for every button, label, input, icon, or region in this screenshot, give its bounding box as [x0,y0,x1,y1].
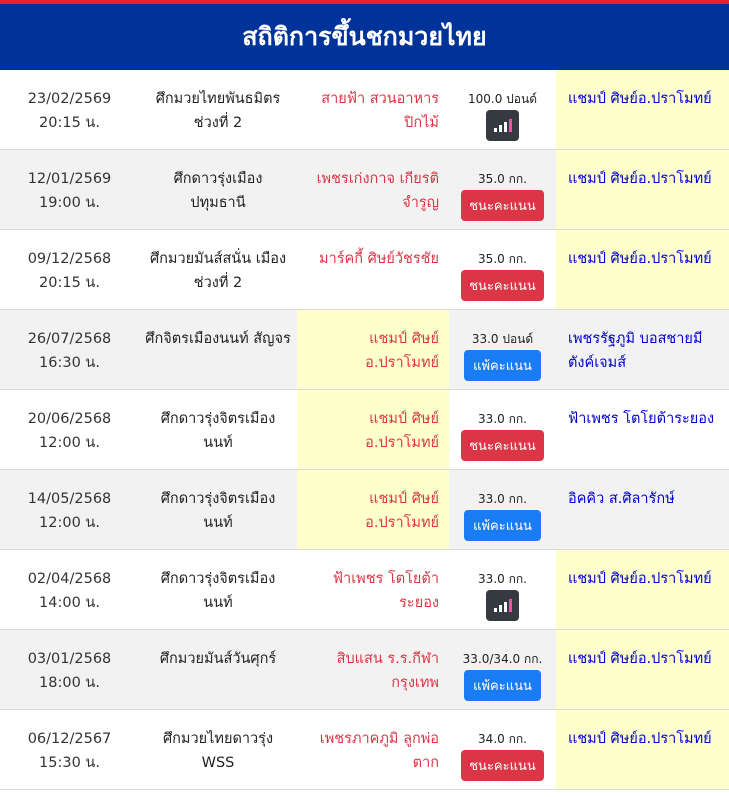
fight-time: 12:00 น. [39,435,100,451]
bar-chart-icon [494,119,512,132]
red-corner-fighter[interactable]: เพชรเก่งกาจ เกียรติจำรูญ [316,171,439,211]
red-corner-fighter[interactable]: เพชรภาคภูมิ ลูกพ่อตาก [319,731,439,771]
red-corner-fighter[interactable]: แชมป์ ศิษย์อ.ปราโมทย์ [297,390,449,469]
fight-result-cell [449,150,556,229]
fight-row [0,70,729,150]
fight-row [0,310,729,390]
fight-date: 03/01/2568 [27,651,112,667]
fight-time: 20:15 น. [39,275,100,291]
weight-class: 33.0 กก. [478,412,527,426]
blue-corner-fighter[interactable]: แชมป์ ศิษย์อ.ปราโมทย์ [556,550,729,629]
page-header [0,4,729,70]
blue-corner-fighter[interactable]: แชมป์ ศิษย์อ.ปราโมทย์ [556,70,729,149]
event-name: ศึกมวยไทยพันธมิตร ช่วงที่ 2 [155,91,281,131]
weight-class: 35.0 กก. [478,172,527,186]
event-name: ศึกดาวรุ่งจิตรเมือง นนท์ [160,411,276,451]
fight-time: 14:00 น. [39,595,100,611]
fight-row [0,470,729,550]
weight-class: 33.0 กก. [478,572,527,586]
fight-time: 20:15 น. [39,115,100,131]
weight-class: 100.0 ปอนด์ [468,92,537,106]
fight-result-cell [449,710,556,789]
fight-row [0,150,729,230]
blue-corner-fighter[interactable]: แชมป์ ศิษย์อ.ปราโมทย์ [556,230,729,309]
event-name: ศึกมวยมันส์วันศุกร์ [159,651,277,667]
fight-datetime [0,310,139,389]
blue-corner-fighter[interactable]: แชมป์ ศิษย์อ.ปราโมทย์ [556,630,729,709]
fight-time: 15:30 น. [39,755,100,771]
fight-record-table [0,70,729,790]
red-corner-fighter[interactable]: แชมป์ ศิษย์อ.ปราโมทย์ [297,470,449,549]
blue-corner-fighter[interactable]: แชมป์ ศิษย์อ.ปราโมทย์ [556,150,729,229]
result-badge-win[interactable]: ชนะคะแนน [461,750,544,781]
fight-result-cell [449,230,556,309]
fight-datetime [0,470,139,549]
weight-class: 33.0 กก. [478,492,527,506]
event-name: ศึกดาวรุ่งเมือง ปทุมธานี [173,171,263,211]
fight-date: 09/12/2568 [27,251,112,267]
result-badge-win[interactable]: ชนะคะแนน [461,190,544,221]
weight-class: 33.0 ปอนด์ [471,332,534,346]
red-corner-fighter[interactable]: แชมป์ ศิษย์อ.ปราโมทย์ [297,310,449,389]
result-badge-win[interactable]: ชนะคะแนน [461,430,544,461]
weight-class: 34.0 กก. [478,732,527,746]
fight-date: 20/06/2568 [27,411,112,427]
fight-datetime [0,70,139,149]
fight-date: 23/02/2569 [27,91,112,107]
fight-result-cell [449,550,556,629]
blue-corner-fighter[interactable]: ฟ้าเพชร โตโยต้าระยอง [568,411,715,427]
event-name: ศึกมวยมันส์สนั่น เมือง ช่วงที่ 2 [149,251,287,291]
red-corner-fighter[interactable]: มาร์คกี้ ศิษย์วัชรชัย [319,251,439,267]
fight-time: 18:00 น. [39,675,100,691]
red-corner-fighter[interactable]: ฟ้าเพชร โตโยต้าระยอง [332,571,439,611]
fight-stats-button[interactable] [486,590,519,621]
red-corner-fighter[interactable]: สิบแสน ร.ร.กีฬากรุงเทพ [336,651,439,691]
result-badge-lose[interactable]: แพ้คะแนน [464,670,541,701]
fight-row [0,550,729,630]
fight-row [0,390,729,470]
weight-class: 33.0/34.0 กก. [462,652,543,666]
event-name: ศึกดาวรุ่งจิตรเมือง นนท์ [160,491,276,531]
fight-date: 26/07/2568 [27,331,112,347]
fight-date: 02/04/2568 [27,571,112,587]
red-corner-fighter[interactable]: สายฟ้า สวนอาหารปิกไม้ [321,91,439,131]
fight-time: 12:00 น. [39,515,100,531]
fight-datetime [0,150,139,229]
weight-class: 35.0 กก. [478,252,527,266]
fight-datetime [0,230,139,309]
fight-result-cell [449,390,556,469]
result-badge-win[interactable]: ชนะคะแนน [461,270,544,301]
fight-datetime [0,630,139,709]
bar-chart-icon [494,599,512,612]
result-badge-lose[interactable]: แพ้คะแนน [464,510,541,541]
event-name: ศึกดาวรุ่งจิตรเมือง นนท์ [160,571,276,611]
fight-result-cell [449,70,556,149]
result-badge-lose[interactable]: แพ้คะแนน [464,350,541,381]
fight-datetime [0,550,139,629]
page-title: สถิติการขึ้นชกมวยไทย [242,22,487,51]
blue-corner-fighter[interactable]: เพชรรัฐภูมิ บอสชายมีตังค์เจมส์ [568,331,703,371]
event-name: ศึกมวยไทยดาวรุ่ง WSS [162,731,274,771]
fight-date: 06/12/2567 [27,731,112,747]
fight-datetime [0,710,139,789]
fight-row [0,710,729,790]
fight-result-cell [449,470,556,549]
fight-datetime [0,390,139,469]
fight-stats-button[interactable] [486,110,519,141]
fight-time: 16:30 น. [39,355,100,371]
fight-time: 19:00 น. [39,195,100,211]
fight-date: 12/01/2569 [27,171,112,187]
blue-corner-fighter[interactable]: แชมป์ ศิษย์อ.ปราโมทย์ [556,710,729,789]
fight-result-cell [449,630,556,709]
blue-corner-fighter[interactable]: อิคคิว ส.ศิลารักษ์ [568,491,675,507]
event-name: ศึกจิตรเมืองนนท์ สัญจร [145,331,291,347]
fight-result-cell [449,310,556,389]
fight-date: 14/05/2568 [27,491,112,507]
fight-row [0,230,729,310]
fight-row [0,630,729,710]
